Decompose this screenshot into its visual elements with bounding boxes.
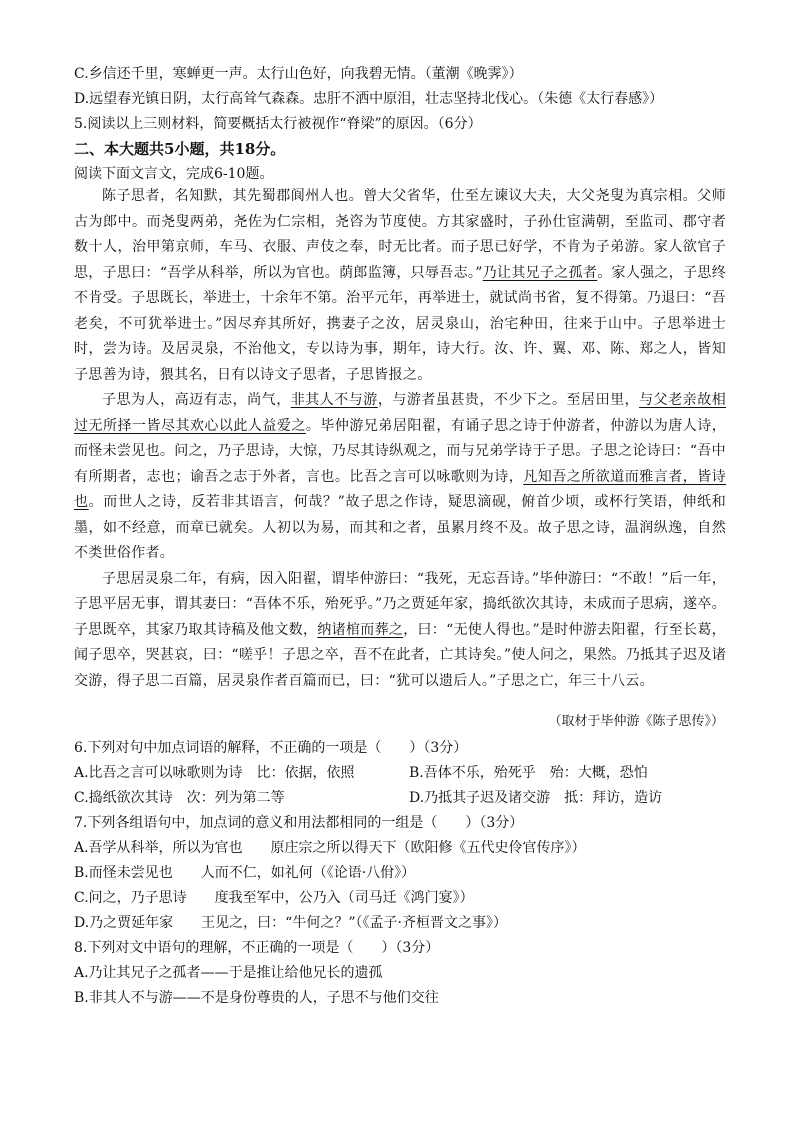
question-7-stem: 7.下列各组语句中，加点词的意义和用法都相同的一组是（ ）（3分） (74, 815, 524, 831)
question-6-option-d: D.乃抵其子迟及诸交游 抵：拜访，造访 (409, 790, 663, 806)
question-7-option-a: A.吾学从科举，所以为官也 原庄宗之所以得天下（欧阳修《五代史伶官传序》） (74, 840, 586, 856)
question-6-stem: 6.下列对句中加点词语的解释，不正确的一项是（ ）（3分） (74, 740, 468, 756)
passage-paragraph-2: 子思为人，高迈有志，尚气，非其人不与游，与游者虽甚贵，不少下之。至居田里，与父老亲故相过无所择一皆尽其欢心以此人益爱之。毕仲游兄弟居阳翟，有诵子思之诗于仲游者，仲游以为唐人诗，而怪未尝见也。问之，乃子思诗，大惊，乃尽其诗纵观之，而与兄弟学诗于子思。子思之论诗曰：“吾中有所期者，志也；谕吾之志于外者，言也。比吾之言可以咏歌则为诗，凡知吾之所欲道而雅言者，皆诗也。而世人之诗，反若非其语言，何哉？”故子思之作诗，疑思滴砚，俯首少顷，或杯行笑语，伸纸和墨，如不经意，而章已就矣。人初以为易，而其和之者，虽累月终不及。故子思之诗，温润纵逸，自然不类世俗作者。 (74, 392, 727, 561)
question-8-option-b: B.非其人不与游——不是身份尊贵的人，子思不与他们交往 (74, 990, 439, 1006)
section-2-title: 二、本大题共5小题，共18分。 (74, 140, 286, 158)
underlined-sentence-2: 非其人不与游 (290, 392, 378, 408)
option-d-line: D.远望春光镇日阴，太行高耸气森森。忠肝不洒中原泪，壮志坚持北伐心。（朱德《太行春感》） (74, 91, 664, 107)
question-6-option-a: A.比吾之言可以咏歌则为诗 比：依据，依照 (74, 765, 355, 781)
passage-paragraph-1: 陈子思者，名知默，其先蜀郡阆州人也。曾大父省华，仕至左谏议大夫，大父尧叟为真宗相。父师古为郎中。而尧叟两弟，尧佐为仁宗相，尧咨为节度使。方其家盛时，子孙仕宦满朝，至监司、郡守者数十人，治甲第京师，车马、衣服、声伎之奉，时无比者。而子思已好学，不肯为子弟游。家人欲官子思，子思曰：“吾学从科举，所以为官也。荫郎监簿，只辱吾志。”乃让其兄子之孤者。家人强之，子思终不肯受。子思既长，举进士，十余年不第。治平元年，再举进士，就试尚书省，复不得第。乃退曰：“吾老矣，不可犹举进士。”因尽弃其所好，携妻子之汝，居灵泉山，治宅种田，往来于山中。子思举进士时，尝为诗。及居灵泉，不治他文，专以诗为事，期年，诗大行。汝、许、翼、邓、陈、郑之人，皆知子思善为诗，猥其名，日有以诗文子思者，子思皆报之。 (74, 188, 727, 383)
reading-instruction: 阅读下面文言文，完成6-10题。 (74, 166, 274, 182)
question-8-option-a: A.乃让其兄子之孤者——于是推让给他兄长的遗孤 (74, 965, 383, 981)
option-c-line: C.乡信还千里，寒蝉更一声。太行山色好，向我碧无情。（董潮《晚霁》） (74, 66, 523, 82)
underlined-sentence-1: 乃让其兄子之孤者 (482, 264, 598, 281)
passage-paragraph-3: 子思居灵泉二年，有病，因入阳翟，谓毕仲游曰：“我死，无忘吾诗。”毕仲游曰：“不敢！”后一年，子思平居无事，谓其妻曰：“吾体不乐，殆死乎。”乃之贾延年家，捣纸欲次其诗，未成而子思病，遂卒。子思既卒，其家乃取其诗稿及他文数，纳诸棺而葬之，曰：“无使人得也。”是时仲游去阳翟，行至长葛，闻子思卒，哭甚哀，曰：“嗟乎！子思之卒，吾不在此者，亡其诗矣。”使人问之，果然。乃抵其子迟及诸交游，得子思二百篇，居灵泉作者百篇而已，曰：“犹可以遗后人。”子思之亡，年三十八云。 (74, 570, 726, 689)
question-5: 5.阅读以上三则材料，简要概括太行被视作“脊梁”的原因。（6分） (74, 116, 482, 132)
classical-passage (74, 184, 726, 694)
question-6-option-c: C.捣纸欲次其诗 次：列为第二等 (74, 790, 285, 806)
question-7-option-d: D.乃之贾延年家 王见之，曰：“牛何之？”（《孟子·齐桓晋文之事》） (74, 915, 507, 931)
question-7-option-c: C.问之，乃子思诗 度我至军中，公乃入（司马迁《鸿门宴》） (74, 890, 474, 906)
underlined-sentence-5: 纳诸棺而葬之 (317, 621, 404, 638)
question-7-option-b: B.而怪未尝见也 人而不仁，如礼何（《论语·八佾》） (74, 865, 416, 881)
underlined-sentence-3: 与父老亲故相过无所择一皆尽其欢心以此人益爱之 (74, 392, 727, 434)
question-6-option-b: B.吾体不乐，殆死乎 殆：大概，恐怕 (409, 765, 648, 781)
underlined-sentence-4: 凡知吾之所欲道而雅言者，皆诗也 (74, 468, 726, 510)
question-8-stem: 8.下列对文中语句的理解，不正确的一项是（ ）（3分） (74, 940, 440, 956)
passage-source: （取材于毕仲游《陈子思传》） (548, 714, 724, 729)
